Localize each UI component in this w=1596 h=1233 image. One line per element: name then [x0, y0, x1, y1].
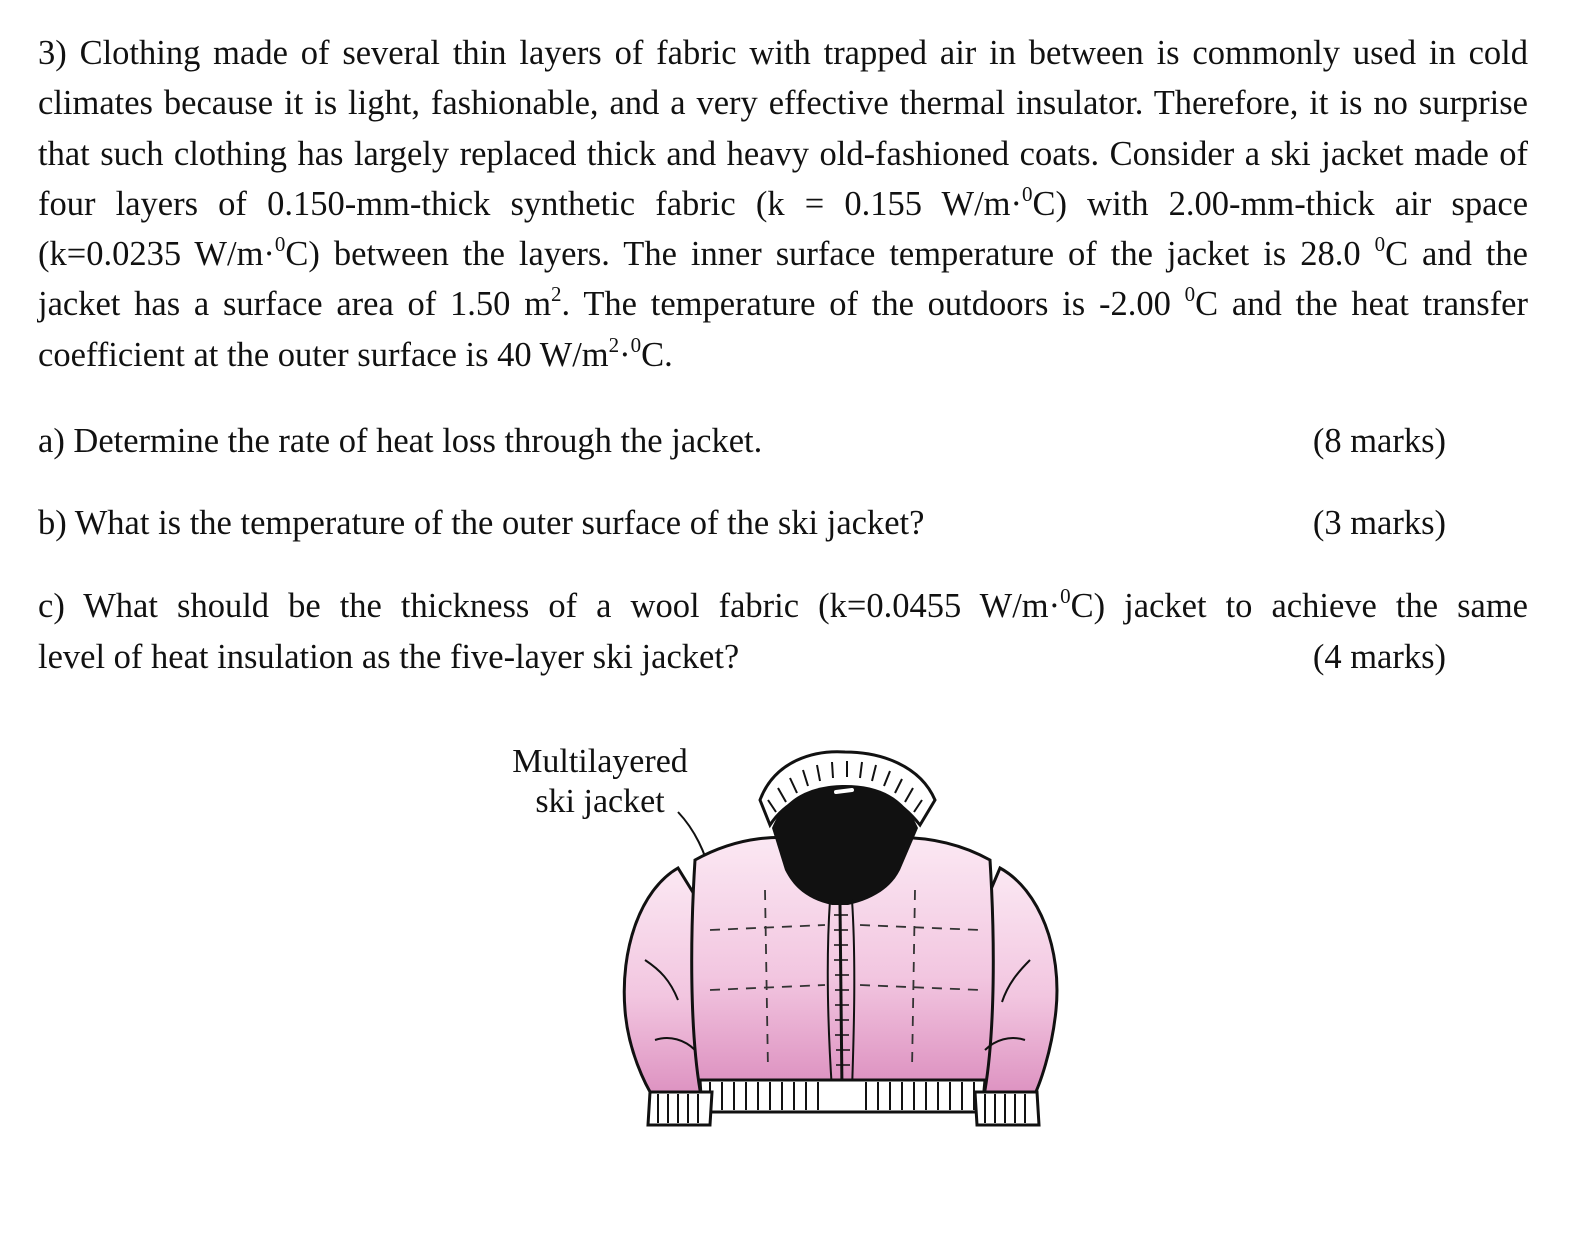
question-c-line2 [38, 632, 1528, 683]
superscript: 0 [1374, 232, 1386, 257]
problem-text: 3) Clothing made of several thin layers of fabric with trapped air in between is commonly used in cold climates because it is light, fashionable, and a very effective thermal insulator. Therefore, it is no surprise that such clothing has largely replaced thick and heavy old-fashioned coats. Consider a ski jacket made of four layers of 0.150-mm-thick synthetic fabric (k = 0.155 W/m· [38, 34, 1528, 223]
collar-mark [836, 790, 852, 792]
question-a-text: a) Determine the rate of heat loss through the jacket. [38, 422, 763, 460]
problem-text: C and the heat transfer coefficient at the outer surface is 40 W/m [38, 285, 1528, 374]
figure-label-line1: Multilayered [512, 743, 688, 780]
question-c [38, 581, 1528, 682]
problem-text: C) between the layers. The inner surface temperature of the jacket is 28.0 [285, 235, 1375, 274]
question-b [38, 498, 1446, 548]
ski-jacket-illustration [600, 740, 1080, 1140]
question-c-line1 [38, 581, 1528, 632]
figure-label-line2: ski jacket [535, 783, 665, 820]
problem-text: C. [641, 335, 673, 374]
superscript: 0 [1184, 282, 1196, 307]
question-b-text: b) What is the temperature of the outer surface of the ski jacket? [38, 504, 925, 542]
problem-text: . The temperature of the outdoors is -2.00 [561, 285, 1185, 324]
question-a-marks: (8 marks) [1312, 422, 1446, 460]
superscript: 2 [608, 332, 620, 357]
waistband [700, 1080, 985, 1112]
superscript: 0 [274, 232, 286, 257]
superscript: 0 [1022, 181, 1033, 206]
problem-text: C) with 2.00-mm-thick air space (k=0.0235 W/m· [38, 184, 1529, 274]
question-c-text: C) jacket to achieve the same [1070, 587, 1528, 625]
question-c-text: level of heat insulation as the five-layer ski jacket? [38, 637, 740, 676]
question-b-marks: (3 marks) [1312, 504, 1446, 542]
question-a [38, 416, 1446, 466]
problem-text: C and the jacket has a surface area of 1.50 m [38, 235, 1528, 324]
superscript: 0 [1060, 584, 1071, 608]
problem-text: · [619, 335, 631, 374]
question-c-marks: (4 marks) [1312, 637, 1446, 676]
problem-statement [38, 28, 1528, 380]
superscript: 2 [551, 282, 562, 307]
zipper [840, 905, 842, 1090]
question-c-text: c) What should be the thickness of a wool fabric (k=0.0455 W/m· [38, 587, 1061, 625]
superscript: 0 [630, 332, 642, 357]
